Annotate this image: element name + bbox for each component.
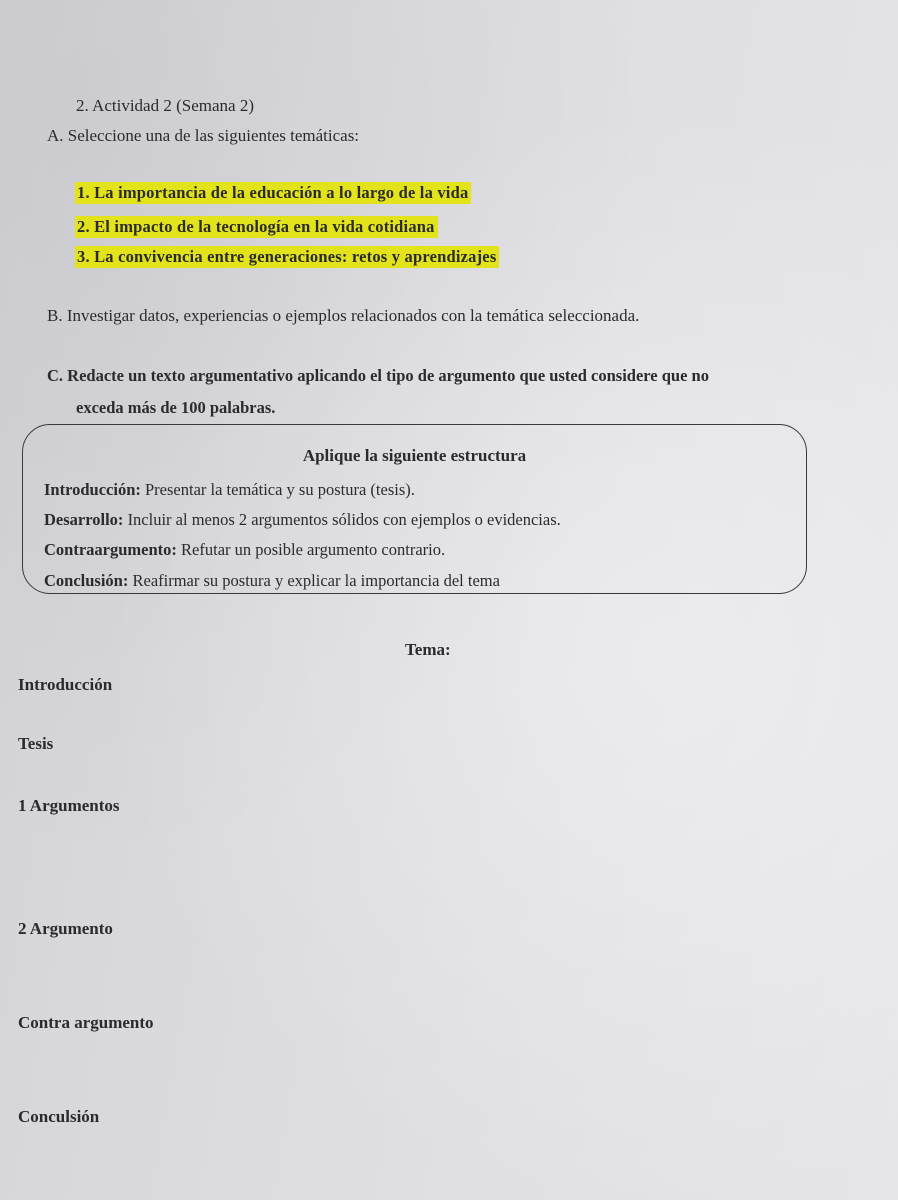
- section-label-argumento-2: 2 Argumento: [18, 919, 113, 938]
- section-label-conclusion: Conculsión: [18, 1107, 100, 1126]
- structure-label: Contraargumento:: [44, 540, 177, 559]
- section-label-introduccion: Introducción: [18, 675, 113, 694]
- structure-text: Incluir al menos 2 argumentos sólidos con ejemplos o evidencias.: [123, 510, 561, 529]
- structure-line-introduccion: [44, 480, 415, 500]
- section-label-tesis: Tesis: [18, 734, 54, 753]
- section-label-contra-argumento: Contra argumento: [18, 1013, 154, 1032]
- structure-label: Conclusión:: [44, 571, 129, 590]
- instruction-c-line-1: C. Redacte un texto argumentativo aplicando el tipo de argumento que usted considere que no: [47, 366, 709, 385]
- instruction-b: B. Investigar datos, experiencias o ejemplos relacionados con la temática seleccionada.: [47, 306, 640, 325]
- instruction-a: A. Seleccione una de las siguientes temáticas:: [47, 126, 360, 145]
- section-label-argumento-1: 1 Argumentos: [18, 796, 120, 815]
- structure-text: Reafirmar su postura y explicar la importancia del tema: [128, 571, 500, 590]
- structure-line-conclusion: [44, 571, 500, 591]
- structure-box: [22, 424, 807, 594]
- structure-line-contraargumento: [44, 540, 445, 560]
- tema-label: Tema:: [405, 640, 451, 659]
- structure-label: Desarrollo:: [44, 510, 124, 529]
- structure-line-desarrollo: [44, 510, 561, 530]
- structure-label: Introducción:: [44, 480, 141, 499]
- topic-option-2: 2. El impacto de la tecnología en la vida cotidiana: [75, 216, 438, 238]
- activity-heading: 2. Actividad 2 (Semana 2): [76, 96, 254, 115]
- structure-text: Refutar un posible argumento contrario.: [176, 540, 446, 559]
- topic-option-1: 1. La importancia de la educación a lo largo de la vida: [75, 182, 471, 204]
- structure-text: Presentar la temática y su postura (tesis).: [140, 480, 415, 499]
- structure-box-title: Aplique la siguiente estructura: [302, 446, 527, 465]
- topic-option-3: 3. La convivencia entre generaciones: retos y aprendizajes: [75, 246, 499, 268]
- instruction-c-line-2: exceda más de 100 palabras.: [76, 398, 276, 417]
